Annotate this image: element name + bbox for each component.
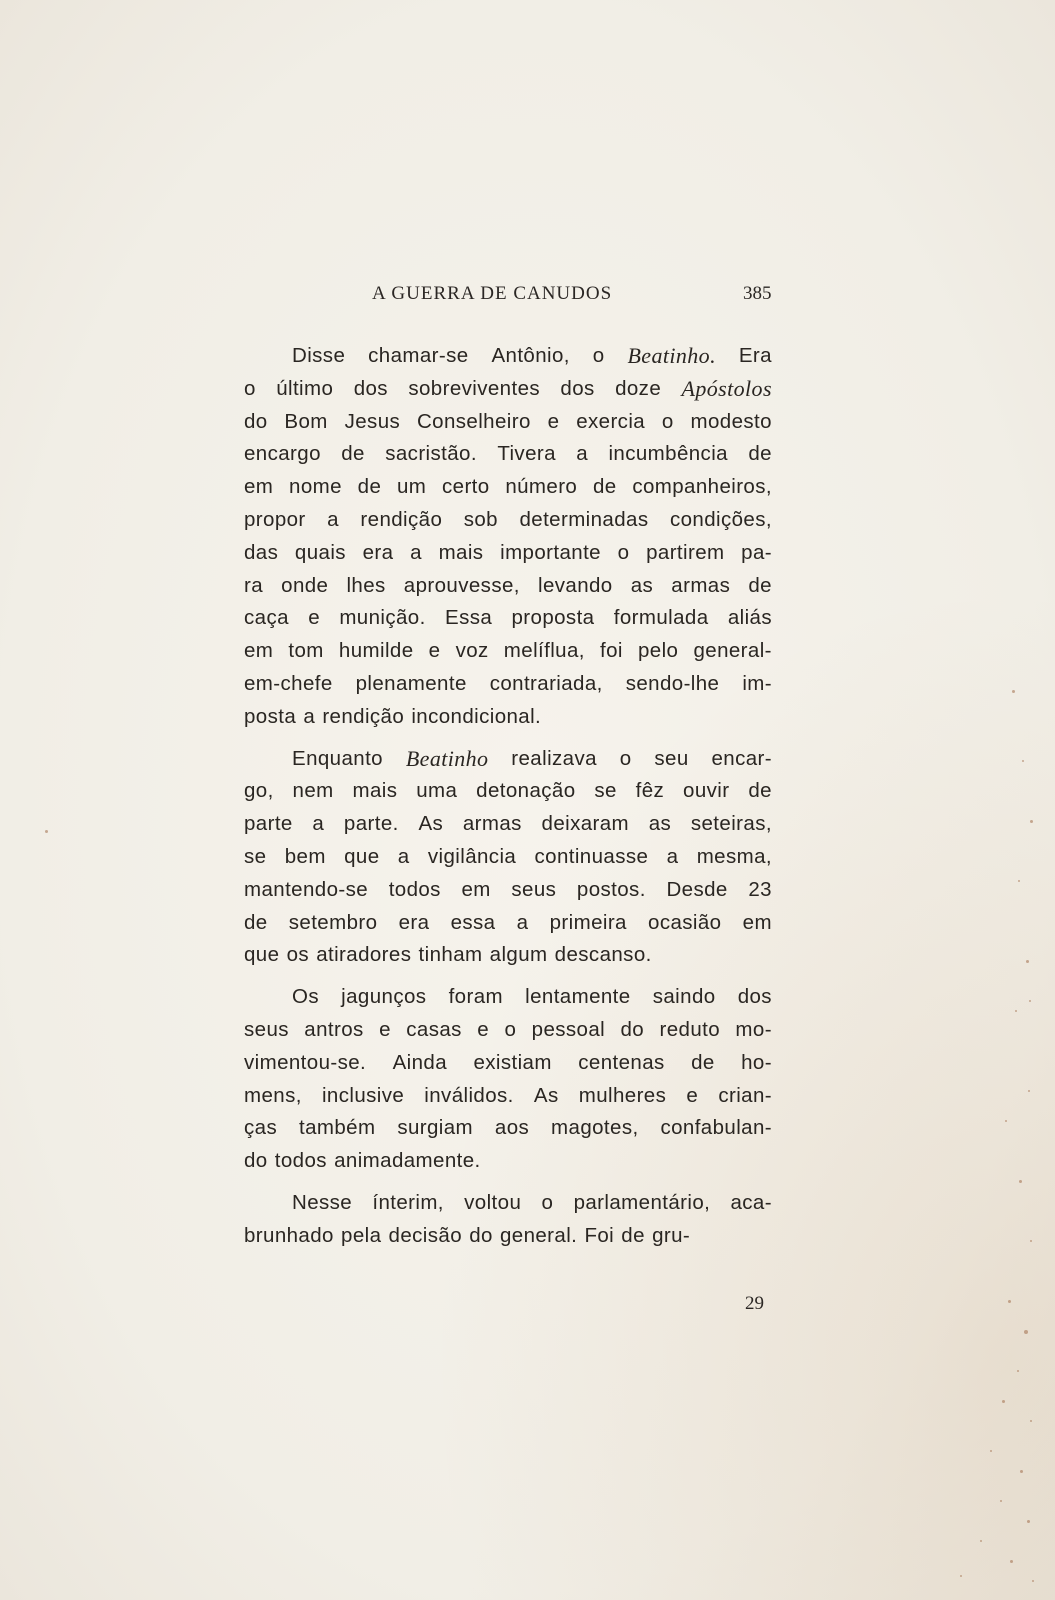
word: o [541,1190,554,1214]
word: lhes [346,573,386,597]
paragraph [244,743,772,973]
word: essa [450,910,496,934]
word: em [461,877,491,901]
word: e [547,409,560,433]
text-line [244,808,772,841]
word: incumbência [608,442,728,466]
foxing-speck [1000,1500,1002,1502]
word: magotes, [551,1116,639,1140]
word: foi [600,639,623,663]
word: número [505,475,578,499]
foxing-speck [1018,880,1020,882]
word: rendição [360,507,443,531]
word: condições, [669,507,772,531]
word: e [686,1083,699,1107]
text-line [244,841,772,874]
word: de [244,910,268,934]
word: os [286,943,310,967]
word: o [244,376,256,400]
foxing-speck [1024,1330,1028,1334]
word: decisão [388,1223,463,1247]
word: lentamente [525,985,631,1009]
word: surgiam [397,1116,474,1140]
foxing-speck [1032,1580,1034,1582]
word: mantendo-se [244,877,369,901]
word: propor [244,507,306,531]
text-line [244,1112,772,1145]
text-line [244,981,772,1014]
word: algum [489,943,548,967]
word: caça [244,606,289,630]
word: a [312,812,325,836]
text-line [244,1080,772,1113]
word: general. [499,1223,578,1247]
word: existiam [473,1050,552,1074]
word: Beatinho [405,745,489,771]
word: Nesse [292,1190,353,1214]
word: primeira [549,910,627,934]
text-line [244,537,772,570]
word: que [244,943,280,967]
word: as [648,812,672,836]
word: mais [352,779,398,803]
word: 23 [748,877,772,901]
word: inclusive [321,1083,405,1107]
text-line [244,471,772,504]
word: a [397,844,410,868]
foxing-speck [1030,820,1033,823]
word: chamar-se [368,344,469,367]
text-line [244,701,772,734]
word: jagunços [341,985,427,1009]
word: posta [244,704,297,728]
word: crian- [718,1083,772,1107]
text-line [244,775,772,808]
word: e [428,639,441,663]
foxing-speck [1027,1520,1030,1523]
word: voltou [464,1190,522,1214]
body-text [244,340,772,1253]
word: fêz [635,779,665,803]
foxing-speck [1030,1240,1032,1242]
text-line [244,907,772,940]
word: Os [292,985,319,1009]
text-line [244,438,772,471]
word: era [398,910,430,934]
word: pessoal [531,1017,606,1041]
text-line [244,570,772,603]
word: bem [284,844,326,868]
word: seus [511,877,557,901]
text-line [244,939,772,972]
word: mulheres [578,1083,667,1107]
word: setembro [288,910,378,934]
word: postos. [576,877,646,901]
word: melíflua, [503,639,585,663]
word: ínterim, [372,1190,444,1214]
word: em [244,639,274,663]
word: Era [738,344,772,367]
word: exercia [576,409,646,433]
word: era [362,540,394,564]
text-line [244,1014,772,1047]
word: mesma, [696,844,772,868]
word: Beatinho. [627,343,716,368]
word: foram [448,985,503,1009]
word: de [691,1050,715,1074]
word: im- [742,671,772,695]
word: pa- [741,540,772,564]
word: nome [289,475,342,499]
word: onde [281,573,329,597]
text-line [244,406,772,439]
word: em [742,910,772,934]
text-line [244,743,772,776]
word: Ainda [392,1050,448,1074]
word: Essa [445,606,493,630]
word: casas [406,1017,462,1041]
foxing-speck [1030,1420,1032,1422]
foxing-speck [980,1540,982,1542]
word: em [244,475,274,499]
text-line [244,1187,772,1220]
word: se [594,779,617,803]
word: do [244,409,268,433]
foxing-speck [1017,1370,1019,1372]
word: o [619,746,632,770]
foxing-speck [1005,1120,1007,1122]
word: a [516,910,529,934]
word: vimentou-se. [244,1050,367,1074]
word: sendo-lhe [625,671,720,695]
word: armas [671,573,731,597]
word: dos [353,376,388,400]
foxing-speck [1019,1180,1022,1183]
word: partirem [646,540,725,564]
foxing-speck [1028,1090,1030,1092]
word: mens, [244,1083,302,1107]
word: do [620,1017,645,1041]
word: Enquanto [292,746,383,770]
word: encar- [711,746,772,770]
word: animadamente. [334,1149,481,1173]
word: dos [737,985,772,1009]
word: ho- [741,1050,772,1074]
word: Disse [292,344,346,367]
word: levando [538,573,613,597]
word: aprouvesse, [403,573,520,597]
foxing-speck [45,830,48,833]
text-line [244,874,772,907]
foxing-speck [960,1575,962,1577]
word: parte [244,812,293,836]
word: humilde [338,639,414,663]
word: Antônio, [491,344,570,367]
word: a [576,442,589,466]
word: saindo [652,985,716,1009]
word: centenas [578,1050,665,1074]
word: que [344,844,380,868]
word: inválidos. [424,1083,514,1107]
text-line [244,340,772,373]
word: sacristão. [385,442,477,466]
word: e [477,1017,490,1041]
word: munição. [339,606,426,630]
word: seteiras, [690,812,772,836]
word: pelo [637,639,679,663]
word: pela [341,1223,382,1247]
word: confabulan- [660,1116,772,1140]
word: nem [292,779,334,803]
word: As [418,812,444,836]
word: as [630,573,654,597]
word: voz [455,639,489,663]
foxing-speck [1022,760,1024,762]
word: todos [274,1149,327,1173]
word: último [276,376,334,400]
word: descanso. [554,943,652,967]
word: dos [560,376,595,400]
word: go, [244,779,274,803]
word: mais [438,540,484,564]
word: continuasse [534,844,649,868]
word: a [666,844,679,868]
word: certo [442,475,490,499]
text-line [244,1047,772,1080]
word: realizava [511,746,597,770]
word: detonação [476,779,576,803]
word: Foi [584,1223,615,1247]
word: o [592,344,605,367]
word: e [308,606,321,630]
word: reduto [659,1017,721,1041]
word: de [357,475,382,499]
word: do [244,1149,268,1173]
word: de [592,475,617,499]
word: parlamentário, [573,1190,711,1214]
foxing-speck [1020,1470,1023,1473]
foxing-speck [990,1450,992,1452]
word: Desde [666,877,728,901]
word: o [504,1017,517,1041]
word: aliás [727,606,772,630]
page-number: 385 [743,283,772,304]
word: Jesus [344,409,401,433]
word: rendição [322,704,405,728]
word: o [617,540,630,564]
word: o [661,409,674,433]
word: Bom [284,409,328,433]
text-line [244,668,772,701]
foxing-speck [1010,1560,1013,1563]
word: vigilância [427,844,517,868]
word: de [748,779,772,803]
foxing-speck [1026,960,1029,963]
text-line [244,504,772,537]
word: de [748,442,772,466]
text-line [244,602,772,635]
word: do [469,1223,493,1247]
word: atiradores [316,943,412,967]
word: ouvir [683,779,730,803]
word: Apóstolos [681,375,772,401]
word: aos [494,1116,530,1140]
word: tinham [418,943,483,967]
word: sob [463,507,498,531]
paragraph [244,340,772,734]
foxing-speck [1008,1300,1011,1303]
paragraph [244,1187,772,1253]
word: determinadas [519,507,649,531]
word: gru- [652,1223,691,1247]
word: Conselheiro [416,409,531,433]
paragraph [244,981,772,1178]
word: encargo [244,442,321,466]
word: seu [654,746,689,770]
word: um [396,475,427,499]
word: antros [304,1017,364,1041]
text-line [244,1220,772,1253]
word: doze [615,376,662,400]
word: proposta [511,606,595,630]
word: ocasião [648,910,722,934]
word: general- [693,639,772,663]
word: aca- [730,1190,772,1214]
word: modesto [690,409,772,433]
word: a [303,704,316,728]
word: deixaram [541,812,630,836]
word: a [410,540,422,564]
word: também [298,1116,376,1140]
word: tom [288,639,324,663]
signature-mark: 29 [745,1293,764,1314]
word: sobreviventes [408,376,541,400]
word: companheiros, [632,475,772,499]
word: parte. [343,812,399,836]
word: a [327,507,339,531]
word: contrariada, [489,671,603,695]
running-head-title: A GUERRA DE CANUDOS [372,283,613,304]
word: seus [244,1017,289,1041]
word: ra [244,573,264,597]
word: incondicional. [411,704,542,728]
word: plenamente [355,671,467,695]
text-line [244,373,772,406]
word: brunhado [244,1223,334,1247]
word: armas [462,812,522,836]
word: importante [500,540,601,564]
foxing-speck [1029,1000,1031,1002]
word: de [748,573,772,597]
word: mo- [735,1017,772,1041]
word: de [341,442,365,466]
word: As [533,1083,559,1107]
word: e [379,1017,391,1041]
word: ças [244,1116,278,1140]
foxing-speck [1002,1400,1005,1403]
word: Tivera [497,442,556,466]
word: das [244,540,279,564]
word: em-chefe [244,671,333,695]
word: todos [388,877,441,901]
word: quais [294,540,346,564]
text-line [244,1145,772,1178]
foxing-speck [1012,690,1015,693]
word: de [621,1223,645,1247]
word: uma [416,779,458,803]
foxing-speck [1015,1010,1017,1012]
word: se [244,844,267,868]
word: formulada [613,606,709,630]
text-line [244,635,772,668]
